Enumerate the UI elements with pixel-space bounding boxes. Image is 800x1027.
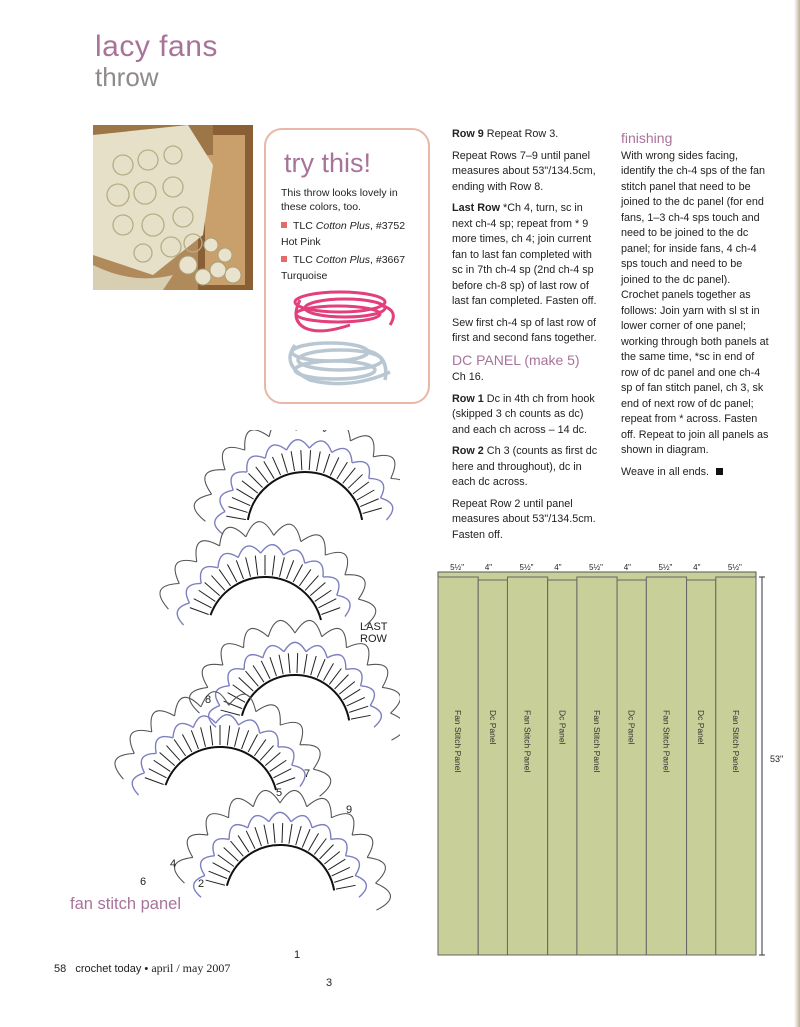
dc-stitch bbox=[304, 654, 307, 674]
bullet-square-icon bbox=[281, 222, 287, 228]
dc-stitch bbox=[242, 730, 249, 749]
chart-caption: fan stitch panel bbox=[70, 895, 181, 913]
dc-stitch bbox=[310, 583, 325, 596]
dc-stitch bbox=[279, 655, 283, 675]
throw-photo bbox=[93, 125, 253, 290]
dc-stitch bbox=[226, 516, 246, 519]
dc-stitch bbox=[235, 727, 240, 746]
dc-stitch bbox=[336, 885, 356, 889]
dc-stitch bbox=[311, 656, 317, 675]
dc-stitch bbox=[228, 507, 247, 513]
dc-panel bbox=[687, 580, 716, 955]
fan-motif bbox=[115, 692, 331, 797]
repeat-rows-text: Repeat Rows 7–9 until panel measures about 53"/134.5cm, ending with Row 8. bbox=[452, 149, 596, 193]
dc-stitch bbox=[232, 497, 250, 505]
outer-chain-loop bbox=[322, 628, 347, 647]
try-this-heading: try this! bbox=[284, 148, 372, 178]
dc-stitch bbox=[297, 653, 298, 673]
dc-stitch bbox=[242, 481, 258, 493]
outer-chain-loop bbox=[130, 730, 152, 753]
dc-stitch bbox=[227, 564, 236, 582]
outer-chain-loop bbox=[194, 494, 211, 521]
panel-label: Fan Stitch Panel bbox=[730, 710, 741, 773]
dc-stitch bbox=[272, 457, 280, 475]
dc-stitch bbox=[320, 845, 334, 859]
fan-arc bbox=[242, 675, 349, 720]
dc-stitch bbox=[316, 451, 320, 471]
dc-stitch bbox=[305, 576, 318, 591]
dc-stitch bbox=[302, 829, 310, 847]
outer-chain-loop bbox=[229, 798, 254, 817]
row1-instruction: Row 1 Dc in 4th ch from hook (skipped 3 ch counts as dc) and each ch across – 14 dc. bbox=[452, 392, 595, 436]
dc-stitch bbox=[291, 451, 294, 471]
chain-loop bbox=[332, 448, 352, 462]
sew-instruction: Sew first ch-4 sp of last row of first and second fans together. bbox=[452, 316, 597, 344]
dc-stitch bbox=[335, 675, 349, 689]
chain-loop bbox=[216, 715, 239, 725]
dc-stitch bbox=[347, 697, 365, 705]
chart-label: ROW bbox=[360, 633, 387, 645]
dc-stitch bbox=[273, 823, 275, 843]
chart-label: 5 bbox=[276, 787, 283, 799]
dc-stitch bbox=[219, 569, 230, 585]
chain-loop bbox=[200, 567, 217, 584]
outer-chain-loop bbox=[245, 430, 269, 450]
dc-stitch bbox=[301, 450, 302, 470]
dc-stitch bbox=[299, 569, 310, 585]
page-title: lacy fans bbox=[95, 30, 218, 63]
dc-stitch bbox=[236, 489, 253, 499]
outer-chain-loop bbox=[151, 711, 175, 732]
dc-stitch bbox=[201, 727, 206, 746]
outer-chain-loop bbox=[391, 478, 400, 504]
dc-stitch bbox=[246, 671, 259, 686]
outer-chain-loop bbox=[160, 583, 179, 609]
dc-stitch bbox=[199, 590, 216, 601]
weave-text: Weave in all ends. bbox=[621, 465, 771, 481]
chain-loop bbox=[327, 655, 346, 670]
outer-chain-loop bbox=[221, 644, 244, 665]
dc-stitch bbox=[145, 778, 164, 785]
outer-chain-loop bbox=[220, 527, 246, 546]
chain-loop bbox=[369, 478, 384, 498]
chain-loop bbox=[247, 456, 265, 472]
panel-label: Fan Stitch Panel bbox=[522, 710, 533, 773]
dc-stitch bbox=[231, 841, 244, 856]
dc-stitch bbox=[353, 482, 369, 494]
dc-stitch bbox=[149, 769, 167, 778]
chain-loop bbox=[238, 720, 259, 733]
outer-chain-loop bbox=[376, 883, 391, 910]
dc-stitch bbox=[253, 665, 264, 682]
dc-stitch bbox=[272, 556, 274, 576]
chain-loop bbox=[228, 669, 244, 686]
chart-label: 8 bbox=[205, 694, 212, 706]
dc-stitch bbox=[255, 556, 257, 576]
dc-stitch bbox=[360, 499, 378, 507]
dc-stitch bbox=[246, 557, 251, 576]
dc-stitch bbox=[265, 753, 280, 766]
outer-chain-loop bbox=[175, 560, 197, 583]
panel-width-label: 5½" bbox=[519, 563, 534, 572]
outer-chain-loop bbox=[300, 745, 320, 769]
panel-label: Dc Panel bbox=[626, 710, 637, 745]
dc-stitch bbox=[330, 457, 338, 475]
outer-chain-loop bbox=[325, 552, 347, 574]
outer-chain-loop bbox=[196, 541, 220, 562]
dc-stitch bbox=[174, 739, 185, 755]
chart-label: LAST bbox=[360, 621, 388, 633]
panel-label: Dc Panel bbox=[487, 710, 498, 745]
outer-chain-loop bbox=[391, 713, 400, 740]
dc-stitch bbox=[191, 730, 198, 749]
finishing-text: With wrong sides facing, identify the ch-4 sps of the fan stitch panel that need to be joined to the dc panel (for end fans, 1–3 ch-4 sps touch and need to be joined to the dc panel; for inside fans, 4 ch-4 sps touch and need to be joined to the dc panel). Crochet panels together as follows: Join yarn with sl st in lower corner of one panel; working through both panels at the same time, *sc in end of row of dc panel and one ch-4 sp of fan stitch panel, ch 3, sk end of next row of dc panel; repeat from * across. Fasten off. Repeat to join all panels as shown in diagram. bbox=[621, 149, 769, 456]
outer-chain-loop bbox=[175, 857, 193, 883]
outer-chain-loop bbox=[382, 687, 400, 713]
outer-chain-loop bbox=[205, 470, 225, 494]
dc-stitch bbox=[309, 450, 310, 470]
dc-stitch bbox=[324, 454, 330, 473]
dc-stitch bbox=[289, 824, 292, 844]
dc-stitch bbox=[270, 760, 287, 771]
panel-width-label: 5½" bbox=[450, 563, 465, 572]
dc-stitch bbox=[318, 599, 336, 608]
panel-width-label: 4" bbox=[623, 563, 632, 572]
outer-chain-loop bbox=[268, 620, 295, 636]
page-footer bbox=[54, 961, 230, 976]
panel-label: Fan Stitch Panel bbox=[592, 710, 602, 773]
chain-loop bbox=[265, 445, 286, 458]
dc-stitch bbox=[239, 677, 254, 691]
dc-stitch bbox=[324, 852, 340, 865]
chain-loop bbox=[306, 646, 327, 658]
outer-chain-loop bbox=[187, 834, 208, 857]
outer-chain-loop bbox=[307, 798, 332, 817]
chain-loop bbox=[231, 472, 247, 490]
outer-chain-loop bbox=[324, 430, 350, 441]
chain-loop bbox=[248, 816, 269, 828]
dc-stitch bbox=[261, 661, 270, 679]
height-label: 53" bbox=[770, 754, 784, 764]
outer-chain-loop bbox=[367, 664, 388, 687]
dc-stitch bbox=[343, 468, 356, 484]
dc-stitch bbox=[264, 461, 274, 478]
try-this-intro: This throw looks lovely in these colors, too. bbox=[281, 187, 398, 213]
outer-chain-loop bbox=[269, 430, 296, 437]
dc-stitch bbox=[324, 663, 334, 680]
dc-stitch bbox=[339, 682, 355, 695]
panel-label: Dc Panel bbox=[696, 710, 707, 745]
chain-loop bbox=[193, 716, 215, 728]
dc-stitch bbox=[227, 726, 229, 746]
chart-label: 6 bbox=[140, 876, 147, 888]
chain-loop bbox=[229, 825, 248, 840]
chain-loop bbox=[370, 706, 381, 728]
chart-label: 4 bbox=[170, 858, 177, 870]
chain-loop bbox=[355, 876, 366, 898]
chain-loop bbox=[278, 747, 294, 765]
panel-width-label: 5½" bbox=[589, 563, 603, 572]
chain-loop bbox=[337, 595, 350, 616]
outer-chain-loop bbox=[280, 790, 307, 806]
fan-arc bbox=[227, 845, 334, 890]
panel-width-label: 4" bbox=[484, 563, 493, 572]
panel-label: Fan Stitch Panel bbox=[661, 710, 672, 773]
chain-loop bbox=[244, 655, 263, 670]
dc-stitch bbox=[256, 467, 268, 483]
last-row-instruction: Last Row *Ch 4, turn, sc in next ch-4 sp; repeat from * 9 more times, ch 4; join current fan to last fan completed with sc in 7th ch-4 sp (2nd ch-4 sp before ch-8 sp) of last row of last fan completed. Fasten off. bbox=[452, 202, 597, 307]
chain-loop bbox=[186, 583, 201, 603]
panel-width-label: 5½" bbox=[727, 563, 742, 572]
dc-stitch bbox=[349, 706, 368, 712]
panel-width-label: 4" bbox=[693, 563, 701, 572]
dc-stitch bbox=[206, 880, 225, 885]
page-number: 58 bbox=[54, 963, 67, 975]
row9-instruction: Row 9 Repeat Row 3. bbox=[452, 128, 559, 140]
dc-stitch bbox=[248, 734, 257, 752]
chain-loop bbox=[284, 642, 306, 651]
dc-stitch bbox=[314, 839, 326, 855]
dc-stitch bbox=[246, 831, 255, 849]
fan-motif bbox=[160, 522, 376, 627]
throw-schematic bbox=[430, 560, 795, 975]
chain-loop bbox=[283, 550, 304, 563]
dc-stitch bbox=[210, 726, 212, 746]
dc-stitch bbox=[309, 833, 319, 850]
outer-chain-loop bbox=[350, 436, 374, 457]
dc-stitch bbox=[348, 474, 362, 488]
dc-stitch bbox=[248, 473, 262, 487]
finishing-column bbox=[621, 127, 771, 486]
dc-stitch bbox=[213, 863, 230, 873]
outer-chain-loop bbox=[115, 753, 134, 779]
dc-stitch bbox=[221, 710, 240, 715]
dc-stitch bbox=[337, 462, 348, 479]
chain-loop bbox=[263, 646, 284, 658]
chain-loop bbox=[213, 839, 229, 856]
page-subtitle: throw bbox=[95, 62, 159, 92]
chain-loop bbox=[309, 441, 331, 453]
dc-stitch bbox=[264, 825, 268, 845]
dc-stitch bbox=[329, 669, 341, 685]
row2-instruction: Row 2 Ch 3 (counts as first dc here and throughout), dc in each dc across. bbox=[452, 445, 598, 488]
dc-stitch bbox=[276, 778, 295, 785]
chart-label: 7 bbox=[304, 768, 311, 780]
dc-stitch bbox=[328, 859, 345, 870]
chain-loop bbox=[323, 577, 339, 595]
fan-motif bbox=[194, 430, 400, 534]
chain-loop bbox=[209, 706, 220, 728]
panel-width-label: 5½" bbox=[658, 563, 673, 572]
panel-width-label: 4" bbox=[554, 563, 562, 572]
outer-chain-loop bbox=[244, 628, 269, 647]
dc-panel bbox=[548, 580, 577, 955]
outer-chain-loop bbox=[346, 644, 369, 665]
dc-stitch bbox=[273, 769, 291, 778]
chain-loop bbox=[312, 825, 331, 840]
try-item-2: TLC Cotton Plus, #3667 Turquoise bbox=[281, 254, 406, 282]
chain-loop bbox=[269, 812, 291, 821]
fan-arc bbox=[165, 747, 276, 790]
outer-chain-loop bbox=[202, 664, 223, 687]
dc-stitch bbox=[287, 560, 294, 579]
dc-stitch bbox=[236, 560, 243, 579]
bullet-square-icon bbox=[281, 256, 287, 262]
outer-chain-loop bbox=[222, 447, 244, 469]
instructions-column bbox=[452, 127, 602, 549]
chain-loop bbox=[261, 545, 284, 555]
outer-chain-loop bbox=[301, 535, 325, 555]
outer-chain-loop bbox=[296, 430, 324, 432]
dc-stitch bbox=[321, 608, 340, 615]
chain-loop bbox=[380, 498, 392, 520]
chain-loop bbox=[287, 440, 310, 450]
outer-chain-loop bbox=[313, 769, 330, 796]
fan-arc bbox=[210, 577, 321, 620]
dc-stitch bbox=[363, 508, 382, 514]
dc-stitch bbox=[296, 826, 302, 845]
chain-loop bbox=[177, 603, 189, 625]
chain-loop bbox=[360, 686, 374, 706]
panel-label: Fan Stitch Panel bbox=[453, 710, 464, 773]
dc-stitch bbox=[317, 659, 325, 677]
chart-label: 3 bbox=[326, 977, 333, 989]
dc-stitch bbox=[190, 608, 209, 615]
outer-chain-loop bbox=[280, 722, 302, 744]
outer-chain-loop bbox=[331, 814, 354, 835]
dc-stitch bbox=[357, 490, 374, 500]
dc-stitch bbox=[288, 653, 290, 673]
chain-loop bbox=[331, 839, 347, 856]
dc-stitch bbox=[211, 576, 224, 591]
outer-chain-loop bbox=[295, 620, 322, 636]
chain-loop bbox=[141, 753, 156, 773]
dc-panel-heading: DC PANEL (make 5) bbox=[452, 351, 580, 368]
dc-stitch bbox=[160, 753, 175, 766]
chain-loop bbox=[291, 816, 312, 828]
chain-loop bbox=[238, 546, 260, 558]
chain-loop bbox=[132, 773, 144, 795]
chain-loop bbox=[155, 737, 172, 754]
dc-stitch bbox=[260, 746, 273, 761]
dc-panel bbox=[617, 580, 646, 955]
dc-chain-text: Ch 16. bbox=[452, 371, 484, 383]
dc-stitch bbox=[224, 847, 239, 861]
try-item-1: TLC Cotton Plus, #3752 Hot Pink bbox=[281, 220, 406, 248]
panel-label: Dc Panel bbox=[557, 710, 568, 745]
dc-stitch bbox=[315, 590, 332, 601]
dc-stitch bbox=[218, 855, 234, 867]
dc-stitch bbox=[255, 827, 262, 846]
outer-chain-loop bbox=[274, 524, 301, 541]
outer-chain-loop bbox=[367, 857, 385, 883]
chart-label: 2 bbox=[198, 878, 205, 890]
outer-chain-loop bbox=[345, 575, 365, 599]
dc-stitch bbox=[270, 657, 277, 676]
dc-stitch bbox=[334, 876, 353, 882]
dc-stitch bbox=[282, 453, 288, 472]
dc-stitch bbox=[166, 746, 179, 761]
magazine-name: crochet today bbox=[75, 963, 142, 975]
dc-stitch bbox=[194, 599, 212, 608]
dc-stitch bbox=[332, 867, 350, 875]
repeat-row2-text: Repeat Row 2 until panel measures about 53"/134.5cm. Fasten off. bbox=[452, 497, 596, 541]
outer-chain-loop bbox=[246, 522, 274, 537]
dc-stitch bbox=[282, 823, 283, 843]
fan-motif bbox=[175, 790, 391, 910]
dc-panel bbox=[478, 580, 507, 955]
issue-date: april / may 2007 bbox=[151, 961, 231, 975]
dc-stitch bbox=[154, 760, 171, 771]
finishing-heading: finishing bbox=[621, 130, 673, 146]
chart-label: 1 bbox=[294, 949, 301, 961]
dc-stitch bbox=[351, 715, 371, 719]
dc-stitch bbox=[209, 871, 228, 878]
chain-loop bbox=[345, 856, 359, 876]
outer-chain-loop bbox=[206, 814, 229, 835]
dc-stitch bbox=[280, 557, 285, 576]
chain-loop bbox=[220, 490, 233, 511]
outer-chain-loop bbox=[373, 455, 395, 478]
dc-stitch bbox=[293, 564, 302, 582]
dc-stitch bbox=[238, 835, 249, 852]
chart-label: 9 bbox=[346, 804, 353, 816]
chain-loop bbox=[346, 669, 362, 686]
yarn-skeins-image bbox=[270, 280, 420, 400]
dc-stitch bbox=[205, 583, 220, 596]
outer-chain-loop bbox=[352, 834, 373, 857]
dc-stitch bbox=[343, 689, 360, 700]
outer-chain-loop bbox=[175, 697, 201, 716]
footer-bullet: • bbox=[144, 963, 149, 975]
dc-stitch bbox=[254, 739, 265, 755]
outer-chain-loop bbox=[256, 705, 280, 725]
dc-stitch bbox=[182, 734, 191, 752]
end-square-icon bbox=[716, 468, 723, 475]
